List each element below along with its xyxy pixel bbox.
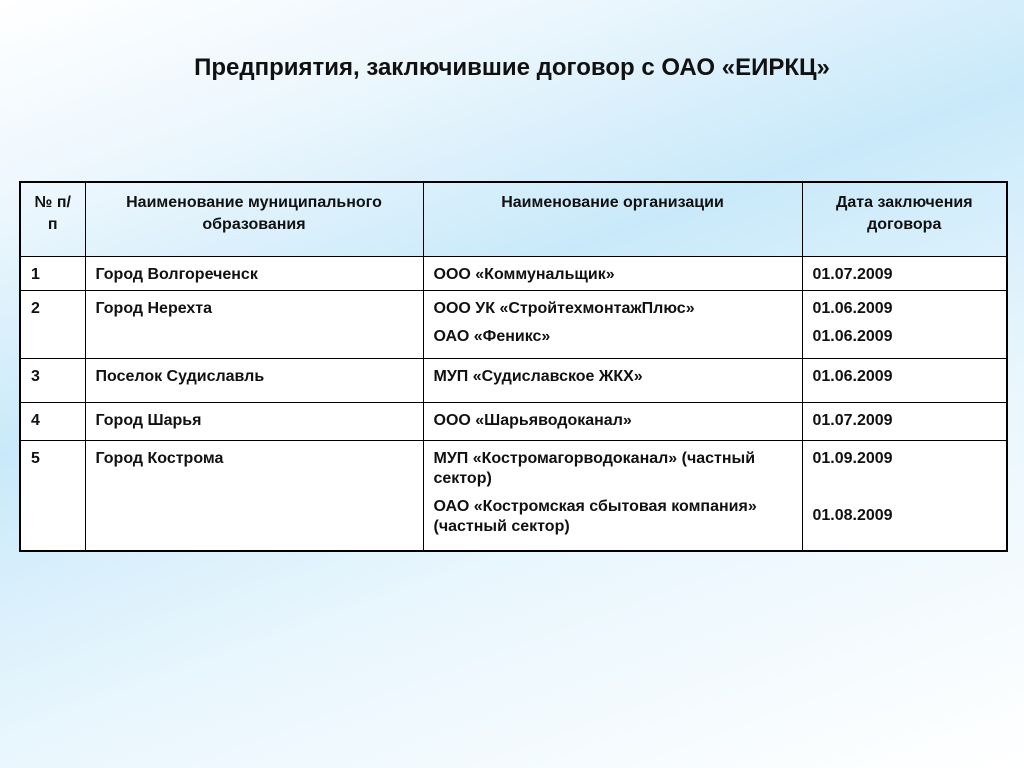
table-row: [20, 359, 1007, 403]
row-num: 2: [20, 291, 85, 359]
table-row: [20, 291, 1007, 359]
header-date: Дата заключения договора: [802, 182, 1007, 257]
row-organization: МУП «Костромагорводоканал» (частный сектор) ОАО «Костромская сбытовая компания» (частный сектор): [423, 441, 802, 551]
contracts-table: [19, 181, 1008, 552]
row-date: 01.07.2009: [802, 403, 1007, 441]
header-municipality: Наименование муниципального образования: [85, 182, 423, 257]
row-municipality: Город Шарья: [85, 403, 423, 441]
row-municipality: Город Волгореченск: [85, 257, 423, 291]
table-row: [20, 403, 1007, 441]
row-num: 3: [20, 359, 85, 403]
row-date: 01.06.2009: [802, 359, 1007, 403]
table-row: [20, 257, 1007, 291]
row-date: 01.06.2009 01.06.2009: [802, 291, 1007, 359]
row-organization: ООО «Шарьяводоканал»: [423, 403, 802, 441]
row-date: 01.09.2009 01.08.2009: [802, 441, 1007, 551]
row-num: 5: [20, 441, 85, 551]
row-municipality: Город Кострома: [85, 441, 423, 551]
table-header-row: [20, 182, 1007, 257]
row-municipality: Город Нерехта: [85, 291, 423, 359]
row-organization: ООО УК «СтройтехмонтажПлюс» ОАО «Феникс»: [423, 291, 802, 359]
header-num: № п/п: [20, 182, 85, 257]
page-title: Предприятия, заключившие договор с ОАО «ЕИРКЦ»: [194, 54, 830, 81]
row-organization: МУП «Судиславское ЖКХ»: [423, 359, 802, 403]
row-municipality: Поселок Судиславль: [85, 359, 423, 403]
row-organization: ООО «Коммунальщик»: [423, 257, 802, 291]
row-num: 4: [20, 403, 85, 441]
table-row: [20, 441, 1007, 551]
row-date: 01.07.2009: [802, 257, 1007, 291]
header-organization: Наименование организации: [423, 182, 802, 257]
row-num: 1: [20, 257, 85, 291]
